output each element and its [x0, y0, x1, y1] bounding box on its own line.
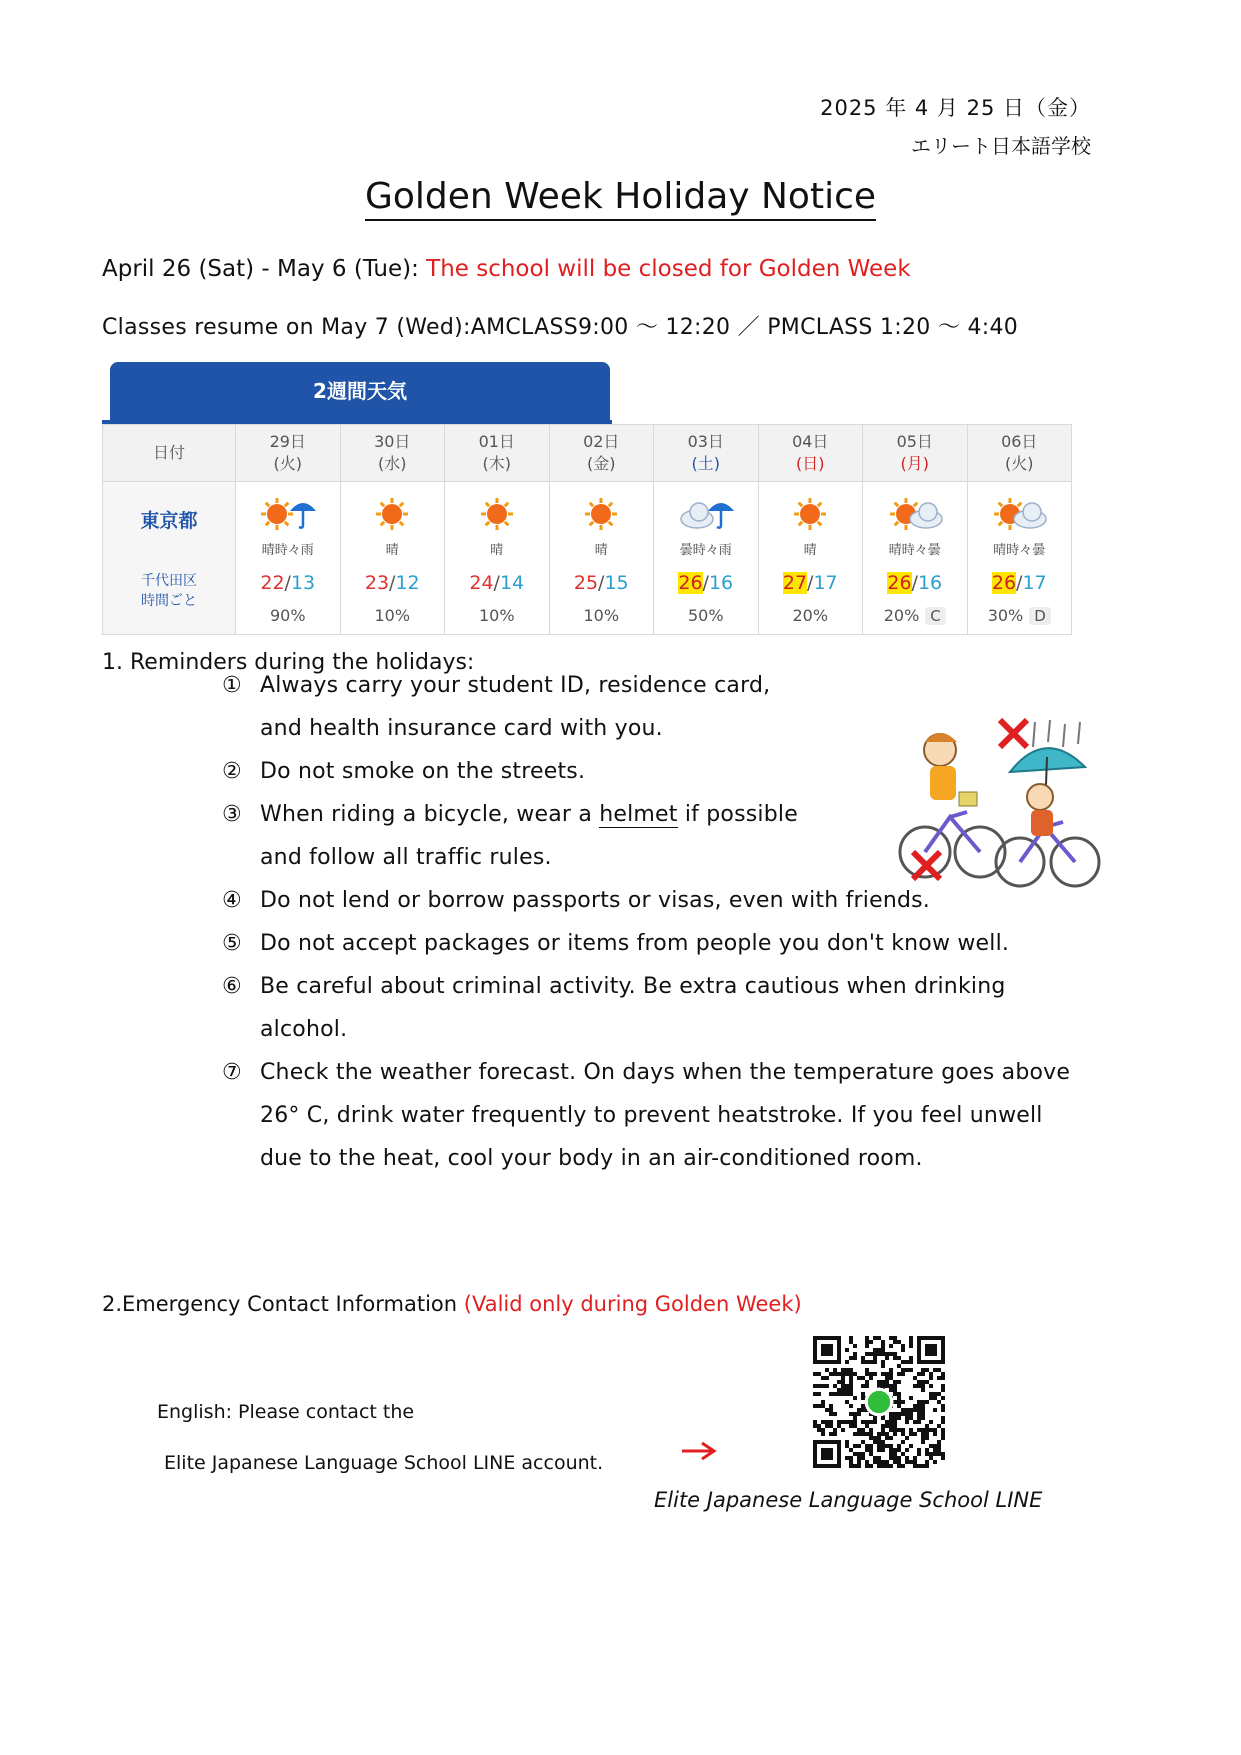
day-of-week: (日): [796, 454, 825, 473]
umbrella-cyclist: [996, 748, 1099, 886]
item-number: ④: [222, 888, 242, 913]
rain-value: 90%: [269, 606, 306, 625]
item-text: and follow all traffic rules.: [260, 845, 552, 870]
temp-high: 26: [678, 572, 703, 594]
page-title: [0, 176, 1241, 217]
item-number: ⑦: [222, 1060, 242, 1085]
item-number: ①: [222, 673, 242, 698]
location-cell: [103, 482, 236, 635]
rain-chance: [969, 606, 1071, 625]
rain-chance: [760, 606, 862, 625]
day-forecast: [967, 482, 1072, 635]
reminder-item: [222, 793, 798, 837]
item-text-a: When riding a bicycle, wear a: [260, 802, 600, 827]
rain-chance: [446, 606, 548, 625]
item-number: ⑥: [222, 974, 242, 999]
rain-lines: [1033, 720, 1080, 747]
condition: 晴: [803, 543, 817, 558]
day-of-week: (火): [273, 454, 302, 473]
item-number: ⑤: [222, 931, 242, 956]
reminder-item: [222, 1051, 1070, 1095]
item-text: Always carry your student ID, residence card,: [260, 673, 771, 698]
day-date: 02日: [583, 432, 620, 451]
day-of-week: (木): [482, 454, 511, 473]
temp-high: 22: [260, 572, 285, 594]
reminder-item: [222, 750, 585, 794]
temp-separator: /: [1016, 572, 1023, 594]
day-of-week: (月): [900, 454, 929, 473]
closure-line: [102, 256, 911, 282]
qr-caption: Elite Japanese Language School LINE: [654, 1488, 1043, 1512]
rain-chance: [551, 606, 653, 625]
item-text: 26° C, drink water frequently to prevent heatstroke. If you feel unwell: [260, 1103, 1043, 1128]
bicycle-illustration: [885, 702, 1105, 892]
sun-weather-icon: [462, 495, 532, 533]
reminder-item: [222, 965, 1006, 1009]
condition: 晴: [490, 543, 504, 558]
temp-low: 15: [604, 572, 629, 594]
weather-header-row: [103, 425, 1072, 482]
date-label: 日付: [103, 425, 236, 482]
reminder-item: [222, 922, 1009, 966]
reminder-item: [222, 1008, 347, 1052]
rain-chance: [655, 606, 757, 625]
item-text-b: if possible: [677, 802, 798, 827]
item-text: Do not lend or borrow passports or visas, even with friends.: [260, 888, 930, 913]
day-header: [758, 425, 863, 482]
item-text: and health insurance card with you.: [260, 716, 663, 741]
temp-low: 16: [917, 572, 943, 594]
english-contact-line2: Elite Japanese Language School LINE account.: [164, 1452, 604, 1474]
temp-high: 26: [991, 572, 1017, 594]
day-header: [654, 425, 759, 482]
day-date: 05日: [896, 432, 933, 451]
day-forecast: [549, 482, 654, 635]
temperatures: [655, 572, 757, 594]
temp-high: 27: [782, 572, 808, 594]
weather-body-row: [103, 482, 1072, 635]
line-qr-code[interactable]: [813, 1336, 945, 1468]
day-header: [236, 425, 341, 482]
item-text: Do not accept packages or items from people you don't know well.: [260, 931, 1010, 956]
rain-value: 50%: [687, 606, 724, 625]
rain-value: 10%: [374, 606, 411, 625]
temperatures: [342, 572, 444, 594]
weather-tab: 2週間天気: [110, 362, 610, 420]
rain-chance: [237, 606, 339, 625]
temp-separator: /: [493, 572, 500, 594]
day-header: [549, 425, 654, 482]
section2-title: 2.Emergency Contact Information: [102, 1292, 464, 1316]
day-forecast: [445, 482, 550, 635]
day-forecast: [758, 482, 863, 635]
reminder-item: [222, 707, 663, 751]
temp-high: 24: [469, 572, 494, 594]
school-name: エリート日本語学校: [911, 134, 1091, 158]
temp-high: 26: [887, 572, 912, 594]
weather-table: [102, 424, 1072, 635]
day-date: 06日: [1001, 432, 1038, 451]
temp-high: 23: [364, 572, 390, 594]
day-date: 29日: [269, 432, 306, 451]
sun-cloud-weather-icon: [984, 495, 1054, 533]
condition: 晴: [594, 543, 608, 558]
temp-high: 25: [573, 572, 599, 594]
sun-weather-icon: [775, 495, 845, 533]
arrow-right-icon: [680, 1440, 720, 1462]
item-text: Be careful about criminal activity. Be extra cautious when drinking: [260, 974, 1006, 999]
helmet-word: helmet: [599, 802, 678, 827]
cloud-umbrella-weather-icon: [671, 495, 741, 533]
section1-heading: 1. Reminders during the holidays:: [102, 650, 475, 675]
day-header: [340, 425, 445, 482]
section2-note: (Valid only during Golden Week): [463, 1292, 802, 1316]
day-of-week: (金): [587, 454, 616, 473]
reminder-item: [222, 1137, 923, 1181]
temperatures: [551, 572, 653, 594]
district-line1: 千代田区: [141, 572, 197, 589]
day-date: 03日: [687, 432, 724, 451]
item-text: [260, 793, 798, 837]
item-number: ②: [222, 759, 242, 784]
reminder-item: [222, 664, 770, 708]
temp-separator: /: [389, 572, 396, 594]
temp-low: 12: [395, 572, 420, 594]
temp-low: 13: [290, 572, 316, 594]
english-contact-line1: English: Please contact the: [157, 1401, 415, 1423]
condition: 晴: [385, 543, 399, 558]
weather-forecast: [102, 362, 1072, 632]
notice-date: 2025 年 4 月 25 日（金）: [820, 96, 1091, 120]
day-date: 30日: [374, 432, 411, 451]
rain-chance: [864, 606, 966, 625]
temp-separator: /: [598, 572, 605, 594]
temperatures: [760, 572, 862, 594]
temp-low: 14: [499, 572, 525, 594]
temperatures: [969, 572, 1071, 594]
day-date: 01日: [478, 432, 515, 451]
sun-weather-icon: [357, 495, 427, 533]
resume-line: Classes resume on May 7 (Wed):AMCLASS9:00 ～ 12:20 ／ PMCLASS 1:20 ～ 4:40: [102, 315, 1019, 340]
temp-separator: /: [284, 572, 291, 594]
day-of-week: (火): [1005, 454, 1034, 473]
item-text: due to the heat, cool your body in an air-conditioned room.: [260, 1146, 923, 1171]
reminder-item: [222, 836, 552, 880]
day-forecast: [340, 482, 445, 635]
condition: 晴時々曇: [993, 543, 1046, 558]
temp-separator: /: [807, 572, 814, 594]
condition: 晴時々曇: [888, 543, 941, 558]
day-of-week: (土): [691, 454, 720, 473]
temperatures: [864, 572, 966, 594]
sun-weather-icon: [566, 495, 636, 533]
day-header: [967, 425, 1072, 482]
sun-umbrella-weather-icon: [253, 495, 323, 533]
item-text: Do not smoke on the streets.: [260, 759, 586, 784]
temp-low: 17: [1022, 572, 1047, 594]
reminder-item: [222, 879, 930, 923]
rain-chance: [342, 606, 444, 625]
title-text: Golden Week Holiday Notice: [365, 176, 876, 221]
reminder-item: [222, 1094, 1043, 1138]
item-text: alcohol.: [260, 1017, 348, 1042]
condition: 曇時々雨: [679, 543, 732, 558]
day-header: [863, 425, 968, 482]
temp-separator: /: [911, 572, 918, 594]
rain-value: 20%: [792, 606, 829, 625]
day-date: 04日: [792, 432, 829, 451]
city-name: 東京都: [140, 509, 198, 532]
reliability-badge: C: [925, 607, 945, 625]
item-number: ③: [222, 802, 242, 827]
day-of-week: (水): [378, 454, 407, 473]
temp-separator: /: [702, 572, 709, 594]
rain-value: 20%: [883, 606, 920, 625]
day-forecast: [654, 482, 759, 635]
temperatures: [446, 572, 548, 594]
closure-message: The school will be closed for Golden Week: [426, 256, 911, 282]
temp-low: 16: [708, 572, 734, 594]
district-line2: 時間ごと: [141, 592, 197, 609]
day-header: [445, 425, 550, 482]
rain-value: 10%: [478, 606, 515, 625]
day-forecast: [863, 482, 968, 635]
day-forecast: [236, 482, 341, 635]
rain-value: 30%: [987, 606, 1024, 625]
rain-value: 10%: [583, 606, 620, 625]
closure-dates: April 26 (Sat) - May 6 (Tue):: [102, 256, 427, 282]
sun-cloud-weather-icon: [880, 495, 950, 533]
section2-heading: [102, 1292, 802, 1316]
condition: 晴時々雨: [261, 543, 314, 558]
temp-low: 17: [813, 572, 838, 594]
reliability-badge: D: [1029, 607, 1051, 625]
temperatures: [237, 572, 339, 594]
item-text: Check the weather forecast. On days when the temperature goes above: [260, 1060, 1071, 1085]
